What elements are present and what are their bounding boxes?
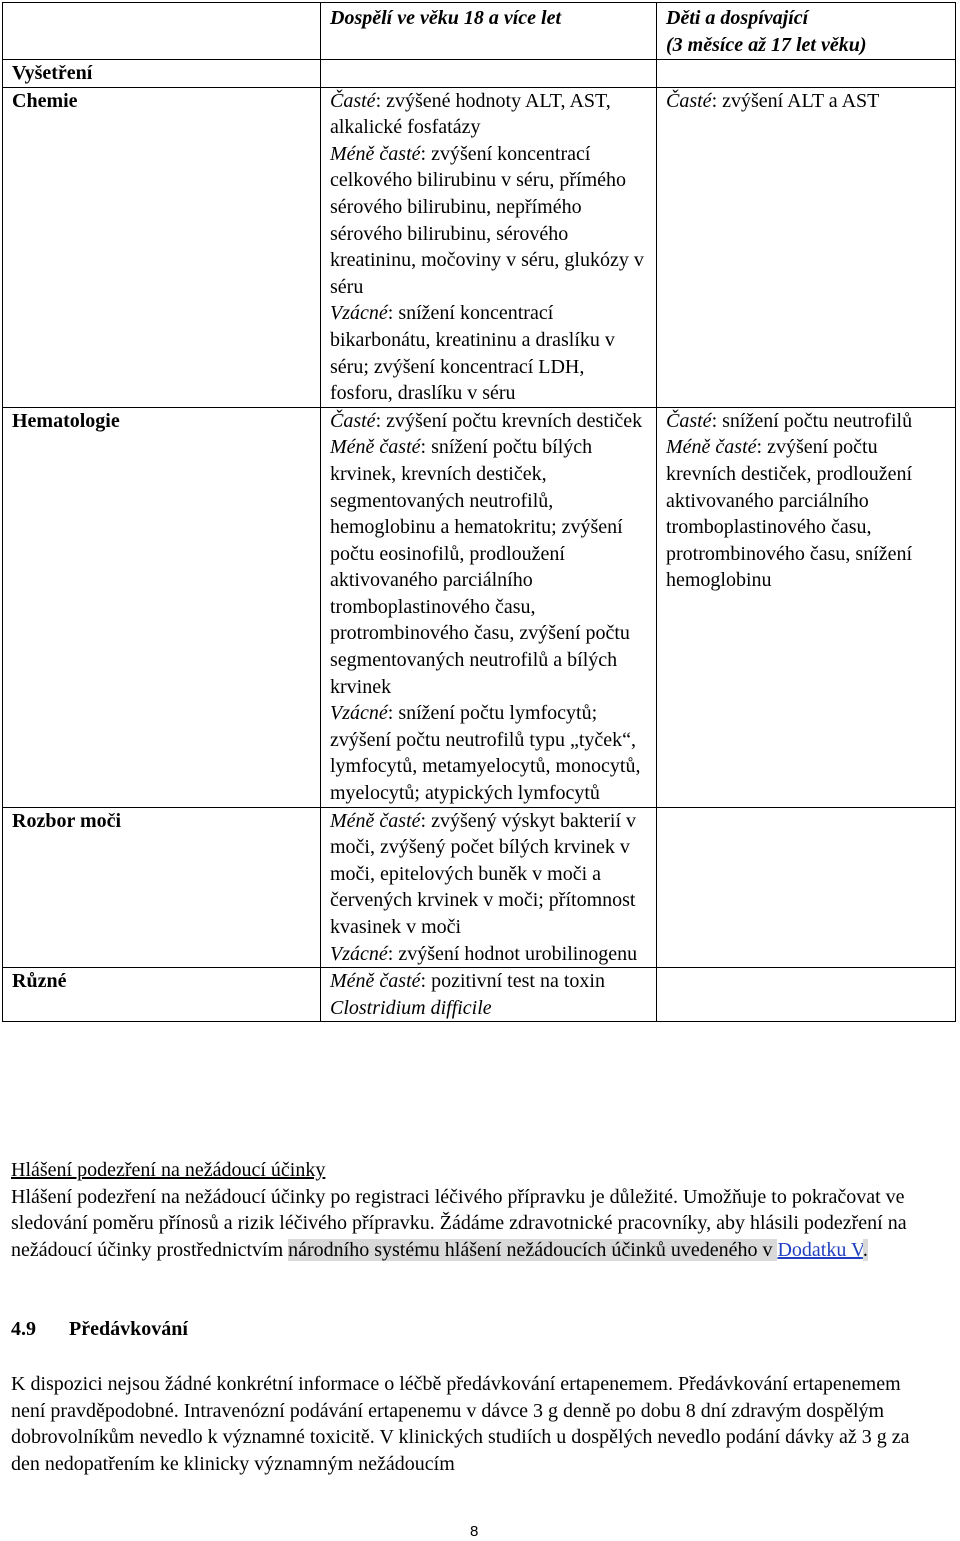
finding-entry <box>330 90 611 139</box>
finding-entry <box>330 943 637 965</box>
adult-cell <box>321 807 657 968</box>
finding-entry <box>330 410 642 432</box>
header-examination: Vyšetření <box>3 60 321 88</box>
finding-text: : snížení počtu bílých krvinek, krevních destiček, segmentovaných neutrofilů, hemoglobinu a hematokritu; zvýšení počtu eosinofilů, prodloužení aktivovaného parciálního tromboplastinového času, protrombinového času, zvýšení počtu segmentovaných neutrofilů a bílých krvinek <box>330 436 630 698</box>
header-children-age: (3 měsíce až 17 let věku) <box>666 33 867 56</box>
child-cell <box>657 807 956 968</box>
finding-text: : zvýšení ALT a AST <box>711 89 880 112</box>
child-cell <box>657 968 956 1022</box>
table-header-row <box>3 3 956 60</box>
finding-text: : snížení počtu neutrofilů <box>711 409 913 432</box>
finding-entry <box>330 970 605 1019</box>
finding-entry <box>330 702 641 804</box>
appendix-v-link[interactable]: Dodatku V <box>777 1238 863 1261</box>
organism-name: Clostridium difficile <box>330 996 492 1019</box>
header-adults: Dospělí ve věku 18 a více let <box>321 3 657 60</box>
child-cell <box>657 407 956 807</box>
reporting-section <box>11 1157 931 1263</box>
section-number: 4.9 <box>11 1318 36 1340</box>
finding-text: : snížení koncentrací bikarbonátu, kreatininu a draslíku v séru; zvýšení koncentrací LDH, fosforu, draslíku v séru <box>330 302 615 405</box>
section-title: Předávkování <box>69 1318 188 1340</box>
reporting-highlight: národního systému hlášení nežádoucích účinků uvedeného v <box>288 1238 778 1261</box>
adult-cell <box>321 968 657 1022</box>
cell-empty <box>321 60 657 88</box>
reporting-body <box>11 1184 931 1264</box>
header-cell-empty <box>3 3 321 60</box>
child-cell <box>657 87 956 407</box>
frequency-term: Časté <box>666 409 712 432</box>
frequency-term: Vzácné <box>330 302 388 325</box>
finding-entry <box>666 410 912 432</box>
finding-text: : zvýšené hodnoty ALT, AST, alkalické fosfatázy <box>330 89 611 139</box>
table-row <box>3 807 956 968</box>
row-label: Hematologie <box>3 407 321 807</box>
section-4-9-heading <box>11 1318 188 1341</box>
finding-text: : snížení počtu lymfocytů; zvýšení počtu neutrofilů typu „tyček“, lymfocytů, metamyelocytů, monocytů, myelocytů; atypických lymfocytů <box>330 702 641 805</box>
finding-text: : pozitivní test na toxin <box>420 970 605 993</box>
table-row <box>3 60 956 88</box>
finding-entry <box>330 302 615 404</box>
frequency-term: Vzácné <box>330 702 388 725</box>
page-number: 8 <box>470 1523 479 1540</box>
adult-cell <box>321 87 657 407</box>
finding-entry <box>330 143 644 298</box>
frequency-term: Méně časté <box>330 970 421 993</box>
row-label: Rozbor moči <box>3 807 321 968</box>
finding-text: : zvýšení koncentrací celkového bilirubinu v séru, přímého sérového bilirubinu, nepřímého sérového bilirubinu, sérového kreatininu, močoviny v séru, glukózy v séru <box>330 142 644 298</box>
finding-entry <box>666 90 879 112</box>
frequency-term: Časté <box>666 89 712 112</box>
overdose-body: K dispozici nejsou žádné konkrétní informace o léčbě předávkování ertapenemem. Předávkování ertapenemem není pravděpodobné. Intravenózní podávání ertapenemu v dávce 3 g denně po dobu 8 dní zdravým dospělým dobrovolníkům nevedlo k významné toxicitě. V klinických studiích u dospělých nevedlo podání dávky až 3 g za den nedopatřením ke klinicky významným nežádoucím <box>11 1373 910 1475</box>
table-row <box>3 407 956 807</box>
finding-entry <box>330 810 636 938</box>
frequency-term: Časté <box>330 89 376 112</box>
frequency-term: Časté <box>330 409 376 432</box>
finding-text: : zvýšení počtu krevních destiček, prodloužení aktivovaného parciálního tromboplastinového času, protrombinového času, snížení hemoglobinu <box>666 436 913 592</box>
finding-text: : zvýšení počtu krevních destiček <box>375 409 643 432</box>
frequency-term: Méně časté <box>330 809 421 832</box>
reporting-end: . <box>862 1238 868 1261</box>
header-children <box>657 3 956 60</box>
adverse-lab-table <box>2 2 956 1022</box>
finding-text: : zvýšení hodnot urobilinogenu <box>387 942 638 965</box>
cell-empty <box>657 60 956 88</box>
finding-entry <box>330 436 630 697</box>
finding-text: : zvýšený výskyt bakterií v moči, zvýšený počet bílých krvinek v moči, epitelových buněk v moči a červených krvinek v moči; přítomnost kvasinek v moči <box>330 809 637 938</box>
row-label: Různé <box>3 968 321 1022</box>
table-row <box>3 87 956 407</box>
row-label: Chemie <box>3 87 321 407</box>
adult-cell <box>321 407 657 807</box>
table-row <box>3 968 956 1022</box>
frequency-term: Méně časté <box>666 436 757 459</box>
reporting-title: Hlášení podezření na nežádoucí účinky <box>11 1159 326 1181</box>
frequency-term: Méně časté <box>330 142 421 165</box>
reporting-text: Hlášení podezření na nežádoucí účinky po registraci léčivého přípravku je důležité. Umožňuje to pokračovat ve sledování poměru přínosů a rizik léčivého přípravku. Žádáme zdravotnické pracovníky, aby hlásili podezření na nežádoucí účinky prostřednictvím <box>11 1185 907 1261</box>
frequency-term: Méně časté <box>330 436 421 459</box>
header-children-title: Děti a dospívající <box>666 7 809 29</box>
frequency-term: Vzácné <box>330 942 388 965</box>
finding-entry <box>666 436 912 591</box>
